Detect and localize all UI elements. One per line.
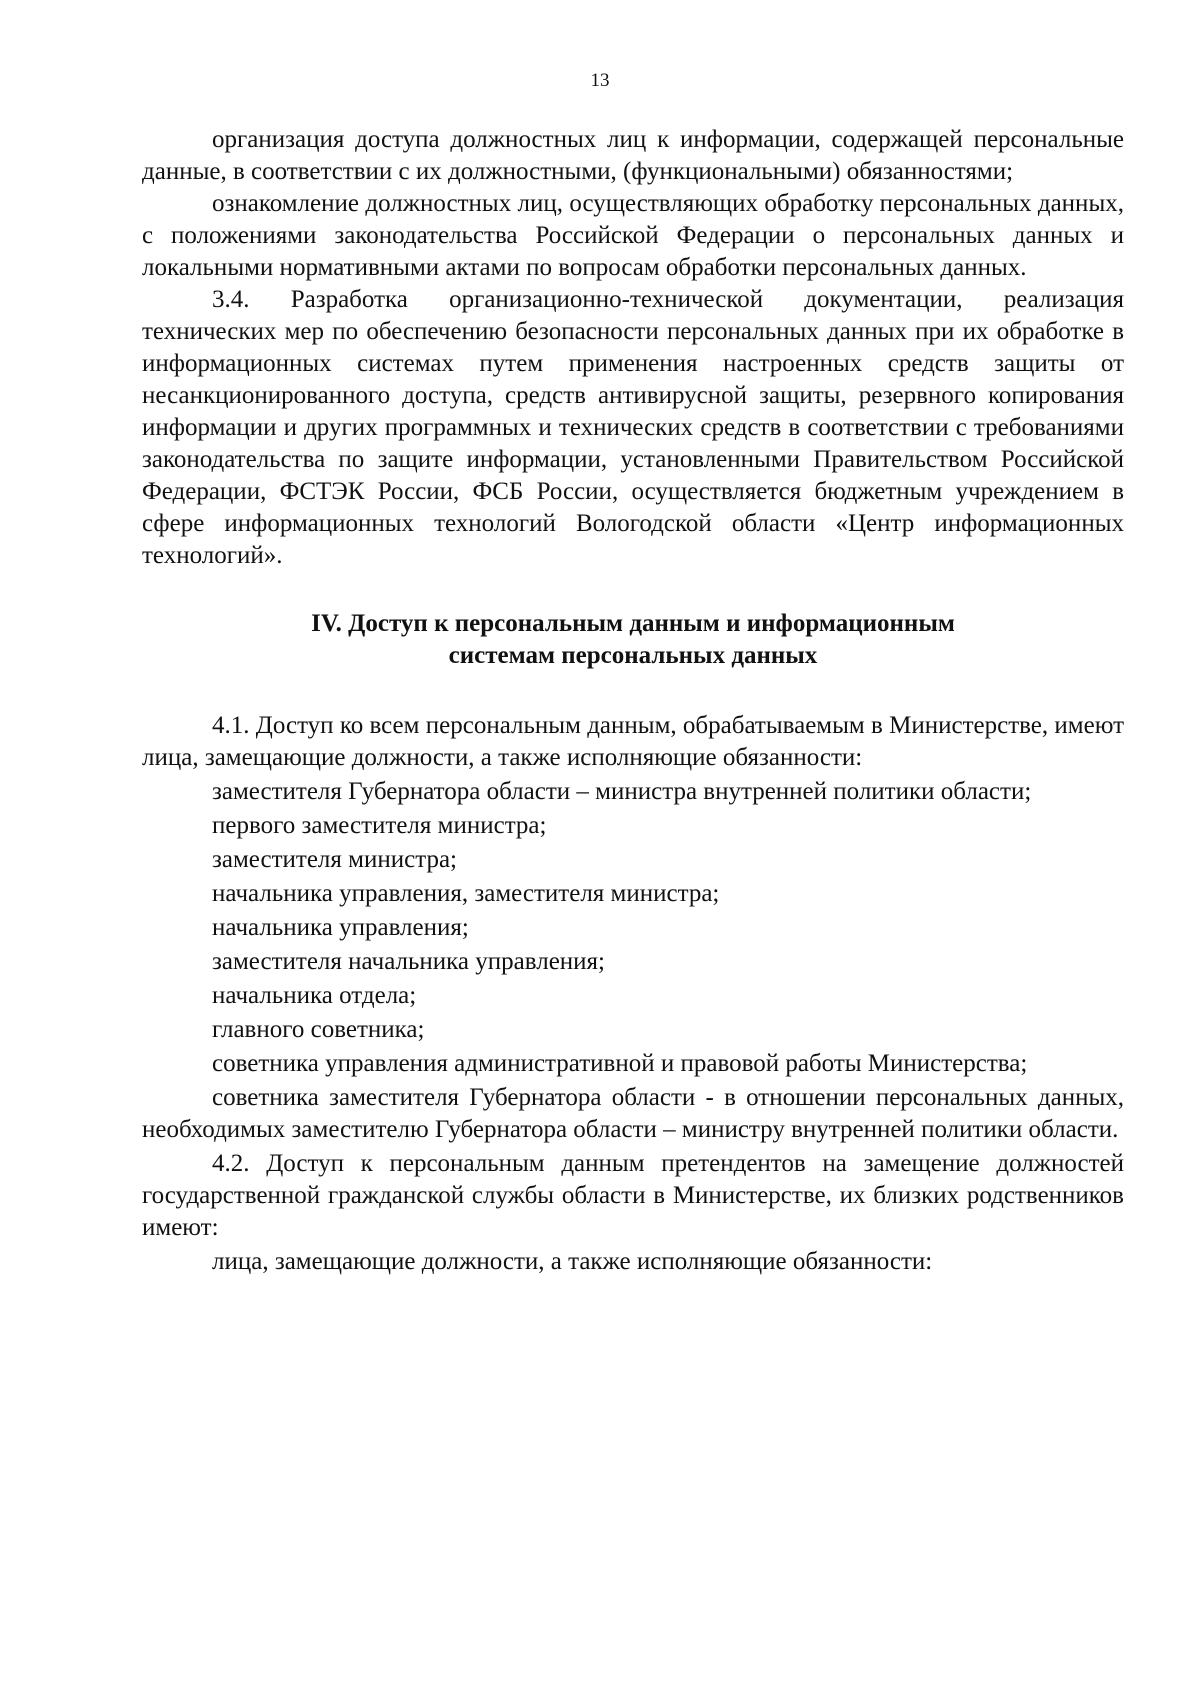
list-item: первого заместителя министра; [212, 812, 547, 839]
section-heading-line: IV. Доступ к персональным данным и информационным [311, 610, 955, 637]
paragraph: лица, замещающие должности, а также исполняющие обязанности: [212, 1248, 933, 1275]
page-number: 13 [590, 70, 610, 91]
section-heading-line: системам персональных данных [448, 642, 818, 669]
section-heading [142, 608, 1124, 672]
list-item: начальника отдела; [212, 982, 417, 1009]
list-item: заместителя Губернатора области – министра внутренней политики области; [212, 778, 1032, 805]
paragraph: 3.4. Разработка организационно-технической документации, реализация технических мер по обеспечению безопасности персональных данных при их обработке в информационных системах путем применения настроенных средств защиты от несанкционированного доступа, средств антивирусной защиты, резервного копирования информации и других программных и технических средств в соответствии с требованиями законодательства по защите информации, установленными Правительством Российской Федерации, ФСТЭК России, ФСБ России, осуществляется бюджетным учреждением в сфере информационных технологий Вологодской области «Центр информационных технологий». [142, 286, 1124, 569]
paragraph: ознакомление должностных лиц, осуществляющих обработку персональных данных, с положениями законодательства Российской Федерации о персональных данных и локальными нормативными актами по вопросам обработки персональных данных. [142, 190, 1124, 281]
list-item: начальника управления; [212, 914, 469, 941]
list-item: начальника управления, заместителя министра; [212, 880, 720, 907]
document-body [142, 124, 1124, 1280]
list-item: заместителя начальника управления; [212, 948, 605, 975]
list-item: главного советника; [212, 1016, 425, 1043]
list-item: советника заместителя Губернатора области - в отношении персональных данных, необходимых заместителю Губернатора области – министру внутренней политики области. [142, 1084, 1124, 1143]
paragraph: 4.1. Доступ ко всем персональным данным, обрабатываемым в Министерстве, имеют лица, замещающие должности, а также исполняющие обязанности: [142, 712, 1124, 771]
list-item: советника управления административной и правовой работы Министерства; [212, 1050, 1028, 1077]
paragraph: 4.2. Доступ к персональным данным претендентов на замещение должностей государственной гражданской службы области в Министерстве, их близких родственников имеют: [142, 1150, 1124, 1241]
list-item: заместителя министра; [212, 846, 457, 873]
paragraph: организация доступа должностных лиц к информации, содержащей персональные данные, в соответствии с их должностными, (функциональными) обязанностями; [142, 126, 1124, 185]
